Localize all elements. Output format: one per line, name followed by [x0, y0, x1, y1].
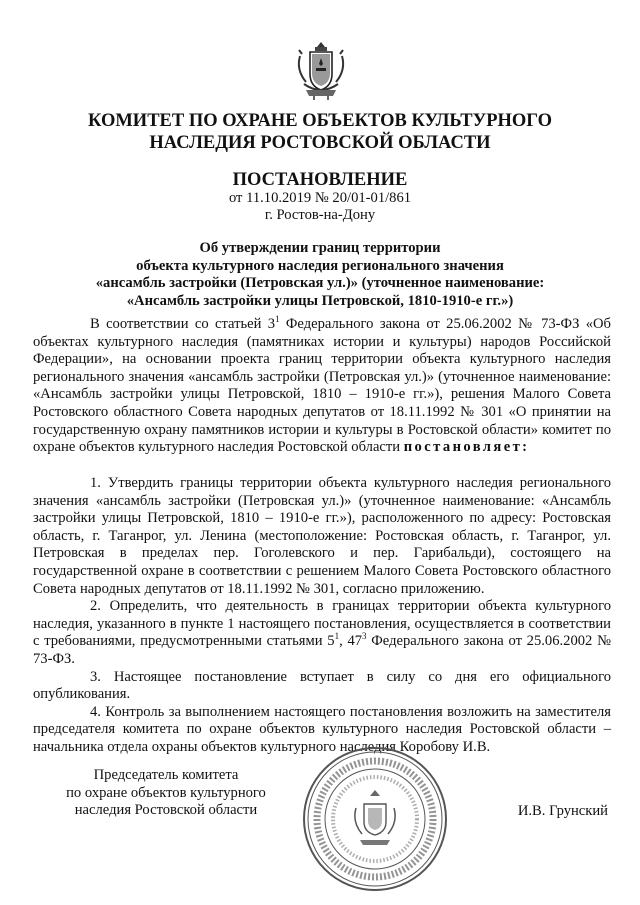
- decree-items: [33, 475, 611, 757]
- committee-name-line2: НАСЛЕДИЯ РОСТОВСКОЙ ОБЛАСТИ: [149, 133, 491, 153]
- preamble-text-part2: Федерального закона от 25.06.2002 № 73-ФЗ «Об объектах культурного наследия (памятниках истории и культуры) народов Российской Федерации», на основании проекта границ территории объекта культурного наследия регионального значения «ансамбль застройки (Петровская ул.)» (уточненное наименование: «Ансамбль застройки улицы Петровской, 1810 – 1910-е гг.»), решения Малого Совета Ростовского областного Совета народных депутатов от 18.11.1992 № 301 «О принятии на государственную охрану памятников истории и культуры в Ростовской области» комитет по охране объектов культурного наследия Ростовской области: [33, 316, 611, 456]
- official-round-seal-icon: [300, 744, 450, 894]
- preamble-superscript: 1: [275, 314, 280, 325]
- rostov-oblast-coat-of-arms-icon: [294, 38, 348, 102]
- document-type: ПОСТАНОВЛЕНИЕ: [232, 170, 408, 190]
- preamble-text-part1: В соответствии со статьей 3: [90, 316, 276, 332]
- subject-line3: «ансамбль застройки (Петровская ул.)» (уточненное наименование:: [95, 275, 545, 292]
- item2-superscript-2: 3: [362, 631, 367, 642]
- item2-text-part3: Федерального закона от 25.06.2002 № 73-ФЗ.: [33, 633, 611, 667]
- item2-superscript-1: 1: [334, 631, 340, 642]
- document-place: г. Ростов-на-Дону: [264, 207, 376, 223]
- signatory-position-line1: Председатель комитета: [93, 767, 239, 783]
- committee-name-line1: КОМИТЕТ ПО ОХРАНЕ ОБЪЕКТОВ КУЛЬТУРНОГО: [88, 111, 552, 131]
- decree-item-1: 1. Утвердить границы территории объекта культурного наследия регионального значения «ансамбль застройки (Петровская ул.)» (уточненное наименование: «Ансамбль застройки улицы Петровской, 1810 – 1910-е гг.»), расположенного по адресу: Ростовская область, г. Таганрог, ул. Ленина (местоположение: Ростовская область, г. Таганрог, ул. Петровская в пределах пер. Гоголевского и пер. Гарибальди), состоящего на государственной охране в соответствии с решением Малого Совета Ростовского областного Совета народных депутатов от 18.11.1992 № 301, согласно приложению.: [33, 475, 611, 597]
- signatory-position-line3: наследия Ростовской области: [74, 802, 258, 819]
- signatory-position: [66, 767, 266, 820]
- subject-line1: Об утверждении границ территории: [199, 240, 441, 256]
- preamble-paragraph: [33, 316, 611, 457]
- decree-word: постановляет:: [403, 439, 530, 456]
- signatory-name: И.В. Грунский: [517, 803, 608, 819]
- decree-item-3: 3. Настоящее постановление вступает в силу со дня его официального опубликования.: [33, 668, 611, 703]
- decree-item-4: 4. Контроль за выполнением настоящего постановления возложить на заместителя председателя комитета по охране объектов культурного наследия Ростовской области – начальника отдела охраны объектов культурного наследия Коробову И.В.: [33, 703, 611, 755]
- item2-text-part1: 2. Определить, что деятельность в границах территории объекта культурного наследия, указанного в пункте 1 настоящего постановления, осуществляется в соответствии с требованиями, предусмотренными статьями 5: [33, 598, 611, 650]
- signatory-position-line2: по охране объектов культурного: [66, 784, 266, 801]
- subject-line4: «Ансамбль застройки улицы Петровской, 1810-1910-е гг.»): [126, 292, 514, 309]
- document-date-number: от 11.10.2019 № 20/01-01/861: [228, 190, 412, 206]
- committee-name: [0, 110, 640, 154]
- decree-item-2: [33, 598, 611, 668]
- subject-line2: объекта культурного наследия регионального значения: [136, 257, 504, 274]
- document-subject: [40, 240, 600, 310]
- item2-text-part2: , 47: [339, 633, 363, 650]
